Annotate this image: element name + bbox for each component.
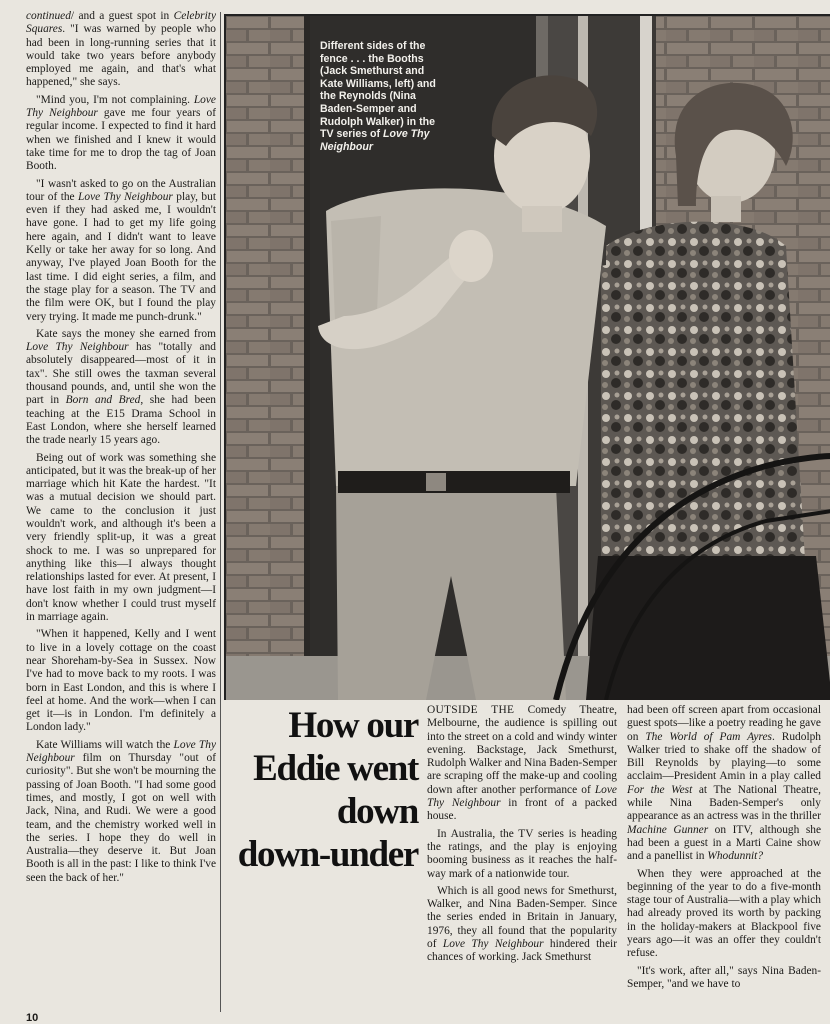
article-paragraph <box>26 452 216 625</box>
text-run: Being out of work was something she anticipated, but it was the break-up of her marriage which hit Kate the hardest. "It was a mutual decision we should part. We came to the conclusion it just wouldn't work, and although it's been a very friendly split-up, it was a great shock to me. I was so unprepared for anything like this—I always thought relationships lasted for ever. At present, I have lost faith in my own judgment—I don't know whether I could trust myself in marriage again. <box>26 451 216 624</box>
text-run: in front of a packed house. <box>427 797 617 823</box>
lead-in: OUTSIDE THE <box>427 704 515 716</box>
italic-text: Love Thy Neighbour <box>427 783 617 810</box>
article-paragraph <box>26 94 216 174</box>
headline-line-2: Eddie went <box>253 748 418 789</box>
text-run: Kate Williams will watch the <box>36 738 174 751</box>
page-number: 10 <box>26 1012 39 1024</box>
text-run: hindered their chances of working. Jack Smethurst <box>427 938 617 964</box>
column-divider <box>220 12 221 1012</box>
italic-text: Celebrity Squares <box>26 10 216 36</box>
text-run: . "I was warned by people who had been in long-running series that it would take two years before anybody employed me again, and that's what happened," she says. <box>26 23 216 89</box>
italic-text: continued <box>26 10 71 22</box>
italic-text: Born and Bred <box>65 394 141 407</box>
article-paragraph <box>26 628 216 734</box>
text-run: / and a guest spot in <box>70 10 174 22</box>
text-run: Comedy Theatre, Melbourne, the audience is spilling out into the street on a cold and windy winter evening. Backstage, Jack Smethurst, Rudolph Walker and Nina Baden-Semper are scraping off the make-up and cooling down after another performance of <box>427 704 617 796</box>
text-run: has "totally and absolutely disappeared—most of it in tax". She still owes the taxman several thousand pounds, and, until she won the part in <box>26 341 216 407</box>
text-run: film on Thursday "out of curiosity". But she won't be mourning the passing of Joan Booth. "I had some good times, and mostly, I got on well with Jack, Nina, and Rudi. We were a good team, and the chemistry worked well in the series. I hope they do well in Australia—they deserve it. But Joan Booth is all in the past: I like to think I've seen the back of her." <box>26 752 216 884</box>
italic-text: Love Thy Neighbour <box>442 938 544 951</box>
middle-first-paragraph <box>427 704 617 824</box>
italic-text: Love Thy Neighbour <box>26 93 216 120</box>
italic-text: For the West <box>627 783 693 796</box>
italic-text: Love Thy Neighbour <box>26 738 216 765</box>
text-run: In Australia, the TV series is heading the ratings, and the play is enjoying booming business as it reaches the half-way mark of a nationwide tour. <box>427 827 617 880</box>
right-article-column <box>627 704 821 1022</box>
article-paragraph <box>627 704 821 864</box>
article-paragraph <box>627 868 821 961</box>
italic-text: Machine Gunner <box>627 823 709 836</box>
text-run: Different sides of the fence . . . the Booths (Jack Smethurst and Kate Williams, left) and the Reynolds (Nina Baden-Semper and Rudolph Walker) in the TV series of <box>320 40 436 141</box>
italic-text: Love Thy Neighbour <box>26 341 129 354</box>
text-run: "It's work, after all," says Nina Baden-Semper, "and we have to <box>627 964 821 990</box>
italic-text: Love Thy Neighbour <box>78 190 173 203</box>
text-run: Kate says the money she earned from <box>36 327 216 340</box>
middle-paragraph <box>427 828 617 881</box>
article-paragraph <box>26 178 216 324</box>
left-article-column <box>26 10 216 1010</box>
article-paragraph <box>627 965 821 992</box>
text-run: , she had been teaching at the E15 Drama School in East London, where she herself learned the trade nearly 15 years ago. <box>26 394 216 447</box>
text-run: Which is all good news for Smethurst, Walker, and Nina Baden-Semper. Since the series ended in Britain in January, 1976, they all found that the popularity of <box>427 884 617 951</box>
text-run: "When it happened, Kelly and I went to live in a lovely cottage on the coast near Shoreham-by-Sea in Sussex. Now I've had to move back to my roots. I was born in East London, and this is where I feel at home. And the work—when I can get it—is in London. I'm definitely a London lady." <box>26 628 216 734</box>
text-run: "Mind you, I'm not complaining. <box>36 93 194 106</box>
text-run: . Rudolph Walker tried to shake off the shadow of Bill Reynolds by playing—to some acclaim—President Amin in a play called <box>627 730 821 783</box>
text-run: at The National Theatre, while Nina Baden-Semper's only appearance as an actress was in the thriller <box>627 783 821 823</box>
photo-caption <box>320 40 438 153</box>
photo-illustration <box>226 16 830 700</box>
text-run: When they were approached at the beginning of the year to do a five-month stage tour of Australia—with a play which had already proved its worth by packing in the holiday-makers at Blackpool five years ago—it was an offer they couldn't refuse. <box>627 867 821 960</box>
headline-line-4: down-under <box>237 834 418 875</box>
italic-text: Whodunnit? <box>707 850 764 863</box>
middle-article-column <box>427 704 617 1022</box>
article-headline <box>228 704 418 876</box>
article-paragraph <box>26 328 216 448</box>
text-run: gave me four years of regular income. I expected to find it hard when we finished and I knew it would take time for me to drop the tag of Joan Booth. <box>26 107 216 173</box>
article-paragraph <box>26 739 216 885</box>
headline-line-3: down <box>336 791 418 832</box>
headline-line-1: How our <box>288 705 418 746</box>
text-run: "I wasn't asked to go on the Australian tour of the <box>26 177 216 203</box>
article-photo <box>224 14 830 700</box>
italic-text: The World of Pam Ayres <box>645 730 772 743</box>
text-run: on ITV, although she had been a guest in a Marti Caine show and a panellist in <box>627 823 821 863</box>
italic-text: Love Thy Neighbour <box>320 128 430 153</box>
text-run: had been off screen apart from occasional guest spots—like a poetry reading he gave on <box>627 704 821 743</box>
text-run: play, but even if they had asked me, I wouldn't have gone. I had to get my life going here again, and I didn't want to leave Kelly or take her away for so long. And anyway, I've played Joan Booth for the last time. I did eight series, a film, and the stage play for a season. The TV and the film were OK, but I found the play very trying. It made me punch-drunk." <box>26 190 216 323</box>
middle-paragraph <box>427 885 617 965</box>
middle-first-text <box>427 704 617 822</box>
article-paragraph <box>26 10 216 90</box>
